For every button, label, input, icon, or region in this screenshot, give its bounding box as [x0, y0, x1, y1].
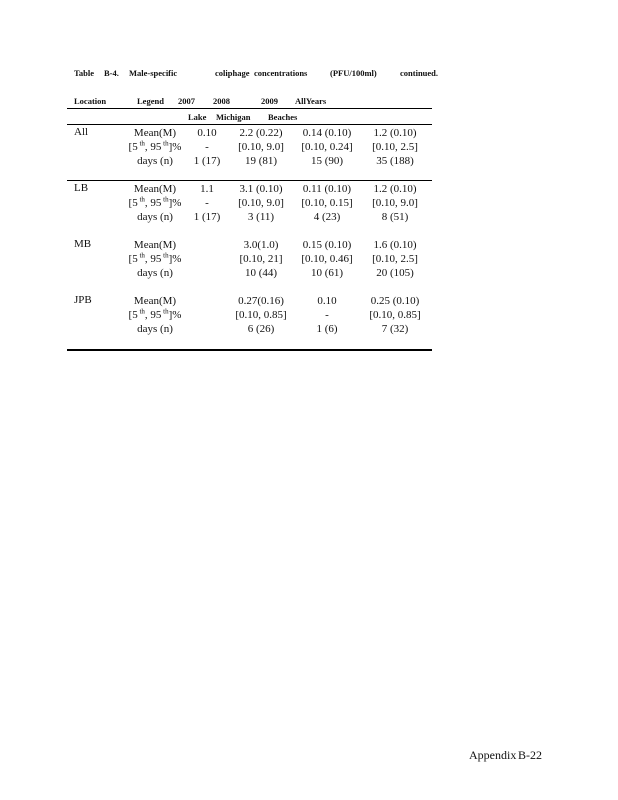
value-cell-2008: 3.0(1.0): [243, 239, 279, 251]
legend-cell: [5 $^{th}$, 95 $^{th}$]%: [128, 307, 182, 321]
value-cell-2009: 1 (6): [316, 323, 338, 335]
value-cell-all: 35 (188): [376, 155, 414, 167]
value-cell-2008: 2.2 (0.22): [239, 127, 283, 139]
header-2007: 2007: [178, 96, 195, 106]
value-cell-all: 8 (51): [381, 211, 409, 223]
title-table-word: Table: [74, 68, 95, 78]
value-cell-2009: 0.11 (0.10): [302, 183, 352, 195]
footer-appendix: Appendix: [469, 748, 517, 762]
legend-cell: days (n): [137, 323, 173, 335]
group-location: MB: [74, 238, 92, 250]
value-cell-all: 1.2 (0.10): [373, 127, 417, 139]
subheader-word: Michigan: [216, 112, 251, 122]
value-cell-2008: [0.10, 9.0]: [238, 141, 284, 153]
header-2009: 2009: [261, 96, 278, 106]
header-legend: Legend: [137, 96, 164, 106]
header-rule: [67, 108, 432, 109]
value-cell-all: 7 (32): [381, 323, 409, 335]
value-cell-2009: [0.10, 0.46]: [301, 253, 353, 265]
value-cell-all: 20 (105): [376, 267, 414, 279]
value-cell-2008: [0.10, 0.85]: [235, 309, 287, 321]
value-cell-2009: 0.14 (0.10): [302, 127, 352, 139]
value-cell-2007: -: [205, 197, 209, 209]
value-cell-all: 1.6 (0.10): [373, 239, 417, 251]
value-cell-2009: 10 (61): [310, 267, 344, 279]
legend-cell: [5 $^{th}$, 95 $^{th}$]%: [128, 195, 182, 209]
value-cell-2009: -: [325, 309, 329, 321]
footer-page-number: B-22: [518, 748, 542, 762]
header-all-years: AllYears: [295, 96, 327, 106]
header-2008: 2008: [213, 96, 230, 106]
legend-cell: days (n): [137, 155, 173, 167]
value-cell-2009: [0.10, 0.15]: [301, 197, 353, 209]
value-cell-2008: 6 (26): [247, 323, 275, 335]
title-word: continued.: [400, 68, 439, 78]
value-cell-2007: 0.10: [197, 127, 217, 139]
value-cell-2008: [0.10, 9.0]: [238, 197, 284, 209]
title-word: concentrations: [254, 68, 308, 78]
value-cell-2008: [0.10, 21]: [239, 253, 283, 265]
subheader-word: Beaches: [268, 112, 298, 122]
legend-cell: Mean(M): [133, 239, 177, 251]
value-cell-2007: -: [205, 141, 209, 153]
value-cell-all: 1.2 (0.10): [373, 183, 417, 195]
value-cell-2009: [0.10, 0.24]: [301, 141, 353, 153]
value-cell-2008: 10 (44): [244, 267, 278, 279]
title-word: (PFU/100ml): [330, 68, 377, 78]
header-location: Location: [74, 96, 107, 106]
legend-cell: Mean(M): [133, 183, 177, 195]
legend-cell: days (n): [137, 267, 173, 279]
value-cell-2008: 3 (11): [247, 211, 275, 223]
group-separator-rule: [67, 180, 432, 181]
value-cell-all: 0.25 (0.10): [370, 295, 420, 307]
value-cell-2009: 4 (23): [313, 211, 341, 223]
value-cell-all: [0.10, 9.0]: [372, 197, 418, 209]
title-table-number: B-4.: [104, 68, 119, 78]
title-word: coliphage: [215, 68, 250, 78]
value-cell-2007: 1 (17): [193, 155, 221, 167]
value-cell-all: [0.10, 2.5]: [372, 141, 418, 153]
value-cell-2009: 0.15 (0.10): [302, 239, 352, 251]
value-cell-all: [0.10, 2.5]: [372, 253, 418, 265]
legend-cell: [5 $^{th}$, 95 $^{th}$]%: [128, 251, 182, 265]
title-word: Male-specific: [129, 68, 178, 78]
bottom-rule: [67, 349, 432, 351]
group-location: LB: [74, 182, 89, 194]
value-cell-2007: 1.1: [200, 183, 214, 195]
legend-cell: Mean(M): [133, 127, 177, 139]
value-cell-2008: 0.27(0.16): [238, 295, 284, 307]
value-cell-all: [0.10, 0.85]: [369, 309, 421, 321]
value-cell-2008: 19 (81): [244, 155, 278, 167]
subheader-word: Lake: [188, 112, 207, 122]
legend-cell: Mean(M): [133, 295, 177, 307]
group-location: All: [74, 126, 89, 138]
subheader-rule: [67, 124, 432, 125]
value-cell-2009: 15 (90): [310, 155, 344, 167]
group-location: JPB: [74, 294, 92, 306]
value-cell-2007: 1 (17): [193, 211, 221, 223]
legend-cell: [5 $^{th}$, 95 $^{th}$]%: [128, 139, 182, 153]
value-cell-2009: 0.10: [317, 295, 337, 307]
value-cell-2008: 3.1 (0.10): [239, 183, 283, 195]
legend-cell: days (n): [137, 211, 173, 223]
